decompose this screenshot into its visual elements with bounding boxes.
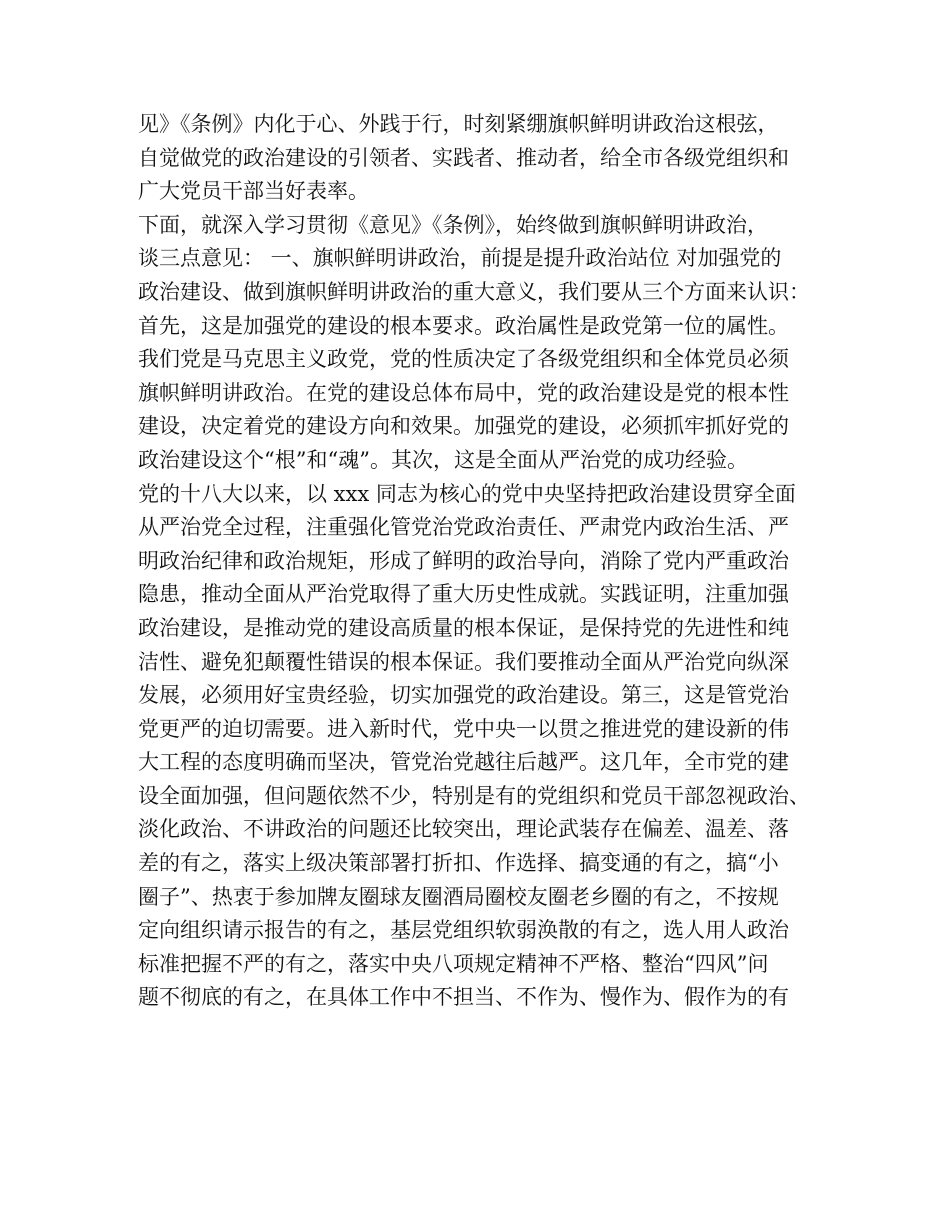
text-line: 发展，必须用好宝贵经验，切实加强党的政治建设。第三，这是管党治	[138, 683, 789, 708]
text-line: 广大党员干部当好表率。	[138, 179, 369, 204]
text-line: 政治建设，是推动党的建设高质量的根本保证，是保持党的先进性和纯	[138, 615, 789, 640]
text-line: 隐患，推动全面从严治党取得了重大历史性成就。实践证明，注重加强	[138, 582, 789, 607]
text-line: 圈子”、热衷于参加牌友圈球友圈酒局圈校友圈老乡圈的有之，不按规	[138, 884, 779, 909]
text-line: 下面，就深入学习贯彻《意见》《条例》，始终做到旗帜鲜明讲政治，	[138, 212, 768, 237]
text-line: 见》《条例》内化于心、外践于行，时刻紧绷旗帜鲜明讲政治这根弦，	[138, 112, 779, 136]
body-text	[138, 108, 838, 1015]
text-line: 首先，这是加强党的建设的根本要求。政治属性是政党第一位的属性。	[138, 313, 789, 338]
text-line: 设全面加强，但问题依然不少，特别是有的党组织和党员干部忽视政治、	[138, 783, 810, 808]
text-line: 政治建设这个“根”和“魂”。其次，这是全面从严治党的成功经验。	[138, 447, 748, 472]
text-line: 党更严的迫切需要。进入新时代，党中央一以贯之推进党的建设新的伟	[138, 716, 789, 741]
text-line: 建设，决定着党的建设方向和效果。加强党的建设，必须抓牢抓好党的	[138, 414, 789, 439]
text-line: 明政治纪律和政治规矩，形成了鲜明的政治导向，消除了党内严重政治	[138, 548, 789, 573]
text-line: 谈三点意见： 一、旗帜鲜明讲政治，前提是提升政治站位 对加强党的	[138, 246, 782, 271]
text-line: 党的十八大以来，以 xxx 同志为核心的党中央坚持把政治建设贯穿全面	[138, 481, 796, 506]
text-line: 标准把握不严的有之，落实中央八项规定精神不严格、整治“四风”问	[138, 951, 769, 976]
text-line: 政治建设、做到旗帜鲜明讲政治的重大意义，我们要从三个方面来认识：	[138, 279, 810, 304]
text-line: 自觉做党的政治建设的引领者、实践者、推动者，给全市各级党组织和	[138, 145, 789, 170]
text-line: 定向组织请示报告的有之，基层党组织软弱涣散的有之，选人用人政治	[138, 918, 789, 943]
text-line: 题不彻底的有之，在具体工作中不担当、不作为、慢作为、假作为的有	[138, 985, 789, 1010]
text-line: 洁性、避免犯颠覆性错误的根本保证。我们要推动全面从严治党向纵深	[138, 649, 789, 674]
text-line: 从严治党全过程，注重强化管党治党政治责任、严肃党内政治生活、严	[138, 515, 789, 540]
text-line: 旗帜鲜明讲政治。在党的建设总体布局中，党的政治建设是党的根本性	[138, 380, 789, 405]
text-line: 大工程的态度明确而坚决，管党治党越往后越严。这几年，全市党的建	[138, 750, 789, 775]
text-line: 差的有之，落实上级决策部署打折扣、作选择、搞变通的有之，搞“小	[138, 851, 779, 876]
text-line: 淡化政治、不讲政治的问题还比较突出，理论武装存在偏差、温差、落	[138, 817, 789, 842]
text-line: 我们党是马克思主义政党，党的性质决定了各级党组织和全体党员必须	[138, 347, 789, 372]
